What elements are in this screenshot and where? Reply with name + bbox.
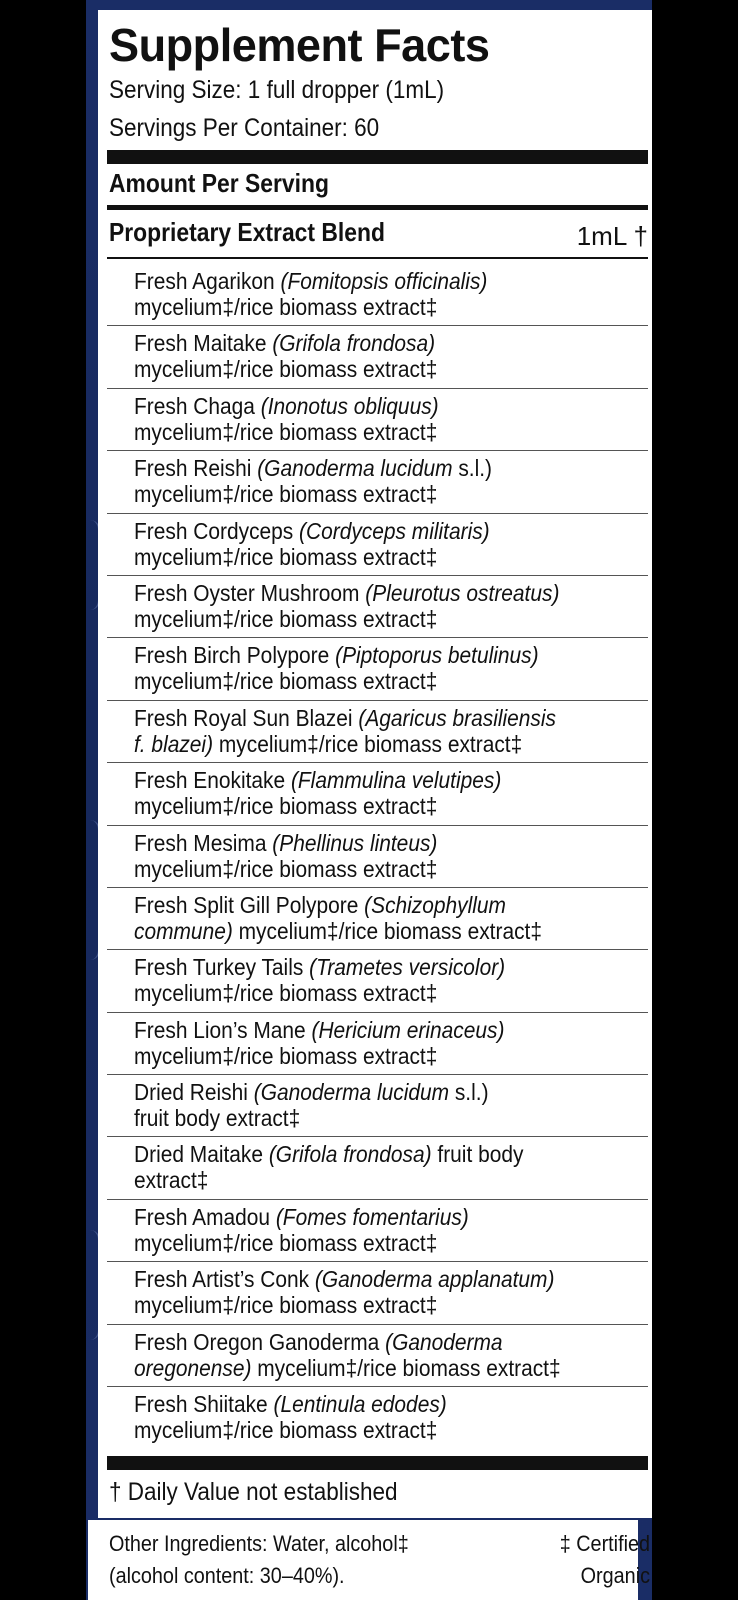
ingredient-text [134,576,650,632]
ingredient-scientific-name-cont: oregonense) [134,1354,252,1381]
ingredient-row [107,451,648,513]
ingredient-extract-type: mycelium‡/rice biomass extract‡ [134,481,438,508]
ingredient-scientific-name: (Ganoderma applanatum) [314,1266,555,1293]
ingredient-extract-type: fruit body extract‡ [134,1105,301,1132]
ingredient-scientific-name: (Grifola frondosa) [268,1141,432,1168]
blend-amount: 1mL † [576,221,648,251]
ingredient-extract-type: mycelium‡/rice biomass extract‡ [134,356,438,383]
ingredient-row [107,389,648,451]
ingredient-line-2 [134,731,650,757]
ingredient-scientific-name: (Flammulina velutipes) [290,767,502,794]
ingredient-scientific-name: (Lentinula edodes) [273,1391,447,1418]
thick-divider [107,150,648,164]
ingredient-row [107,1137,648,1199]
label-title: Supplement Facts [109,19,490,71]
blend-name: Proprietary Extract Blend [109,217,385,247]
other-ingredients-line-2: (alcohol content: 30–40%). [109,1563,345,1588]
ingredient-row [107,1013,648,1075]
ingredient-row [107,576,648,638]
other-ingredients [109,1528,487,1592]
ingredient-line-1 [134,892,506,918]
certified-line-2: Organic [580,1563,650,1588]
divider [107,205,648,210]
ingredient-scientific-name-cont: f. blazei) [134,730,214,757]
ingredient-text [134,514,650,570]
ingredient-text [134,763,650,819]
ingredient-row [107,1387,648,1449]
ingredient-list [107,264,648,1449]
ingredient-scientific-name: (Grifola frondosa) [272,330,436,357]
ingredient-name: Fresh Enokitake [134,767,291,794]
ingredient-name: Fresh Maitake [134,330,273,357]
other-ingredients-line-1: Other Ingredients: Water, alcohol‡ [109,1531,409,1556]
ingredient-line-1 [134,1266,554,1292]
ingredient-line-1 [134,580,559,606]
ingredient-qualifier: fruit body [431,1141,524,1168]
ingredient-line-2 [134,1043,650,1069]
ingredient-line-1 [134,268,487,294]
ingredient-text [134,638,650,694]
ingredient-line-1 [134,1141,523,1167]
daily-value-note: † Daily Value not established [109,1478,398,1506]
ingredient-text [134,1075,650,1131]
ingredient-line-1 [134,1204,469,1230]
ingredient-extract-type: extract‡ [134,1167,209,1194]
ingredient-extract-type: mycelium‡/rice biomass extract‡ [134,1292,438,1319]
ingredient-scientific-name-cont: commune) [134,917,233,944]
ingredient-name: Fresh Shiitake [134,1391,274,1418]
ingredient-line-2 [134,980,650,1006]
ingredient-scientific-name: (Ganoderma lucidum [253,1079,450,1106]
ingredient-name: Fresh Artist’s Conk [134,1266,315,1293]
ingredient-name: Dried Reishi [134,1079,254,1106]
ingredient-name: Dried Maitake [134,1141,269,1168]
ingredient-text [134,1013,650,1069]
ingredient-line-2 [134,793,650,819]
ingredient-qualifier: s.l.) [452,455,493,482]
amount-per-serving-heading: Amount Per Serving [109,168,329,198]
ingredient-line-2 [134,1230,650,1256]
ingredient-line-1 [134,1079,489,1105]
certified-organic-note [551,1528,650,1592]
ingredient-line-1 [134,1391,447,1417]
ingredient-name: Fresh Split Gill Polypore [134,891,365,918]
ingredient-line-2 [134,606,650,632]
ingredient-extract-type: mycelium‡/rice biomass extract‡ [213,730,523,757]
ingredient-extract-type: mycelium‡/rice biomass extract‡ [232,917,542,944]
ingredient-scientific-name: (Ganoderma [385,1328,503,1355]
ingredient-scientific-name: (Schizophyllum [364,891,506,918]
ingredient-text [134,326,650,382]
ingredient-line-1 [134,1017,504,1043]
ingredient-line-2 [134,481,650,507]
ingredient-extract-type: mycelium‡/rice biomass extract‡ [251,1354,561,1381]
ingredient-scientific-name: (Pleurotus ostreatus) [365,579,560,606]
ingredient-text [134,1262,650,1318]
certified-line-1: ‡ Certified [559,1531,650,1556]
ingredient-line-1 [134,830,437,856]
ingredient-name: Fresh Reishi [134,455,258,482]
ingredient-row [107,1262,648,1324]
ingredient-scientific-name: (Inonotus obliquus) [260,392,439,419]
ingredient-text [134,701,650,757]
ingredient-line-2 [134,356,650,382]
ingredient-line-1 [134,1329,503,1355]
thick-divider [107,1456,648,1470]
ingredient-row [107,888,648,950]
ingredient-line-1 [134,330,435,356]
ingredient-extract-type: mycelium‡/rice biomass extract‡ [134,418,438,445]
ingredient-name: Fresh Cordyceps [134,517,300,544]
ingredient-line-2 [134,918,650,944]
ingredient-name: Fresh Agarikon [134,268,281,294]
ingredient-scientific-name: (Phellinus linteus) [272,829,438,856]
ingredient-row [107,701,648,763]
ingredient-row [107,763,648,825]
ingredient-name: Fresh Lion’s Mane [134,1016,312,1043]
ingredient-row [107,264,648,326]
ingredient-line-2 [134,1417,650,1443]
ingredient-scientific-name: (Agaricus brasiliensis [358,704,556,731]
ingredient-line-2 [134,856,650,882]
ingredient-line-1 [134,455,492,481]
serving-size: Serving Size: 1 full dropper (1mL) [109,76,445,104]
ingredient-scientific-name: (Trametes versicolor) [309,954,506,981]
ingredient-extract-type: mycelium‡/rice biomass extract‡ [134,668,438,695]
ingredient-scientific-name: (Hericium erinaceus) [311,1016,505,1043]
ingredient-text [134,389,650,445]
ingredient-text [134,950,650,1006]
ingredient-line-1 [134,642,539,668]
ingredient-row [107,326,648,388]
ingredient-extract-type: mycelium‡/rice biomass extract‡ [134,543,438,570]
ingredient-line-2 [134,1355,650,1381]
ingredient-extract-type: mycelium‡/rice biomass extract‡ [134,1042,438,1069]
divider [107,257,648,259]
ingredient-name: Fresh Oyster Mushroom [134,579,366,606]
ingredient-line-1 [134,393,439,419]
ingredient-line-1 [134,954,505,980]
ingredient-text [134,826,650,882]
ingredient-line-1 [134,767,501,793]
ingredient-name: Fresh Turkey Tails [134,954,310,981]
ingredient-name: Fresh Mesima [134,829,273,856]
ingredient-line-2 [134,544,650,570]
ingredient-row [107,950,648,1012]
ingredient-name: Fresh Oregon Ganoderma [134,1328,386,1355]
ingredient-scientific-name: (Fomitopsis officinalis) [280,268,488,294]
ingredient-row [107,1325,648,1387]
ingredient-line-2 [134,419,650,445]
ingredient-row [107,1075,648,1137]
ingredient-text [134,888,650,944]
ingredient-extract-type: mycelium‡/rice biomass extract‡ [134,294,438,320]
ingredient-text [134,1200,650,1256]
ingredient-scientific-name: (Cordyceps militaris) [299,517,490,544]
ingredient-text [134,1387,650,1443]
servings-per-container: Servings Per Container: 60 [109,114,380,142]
ingredient-text [134,451,650,507]
ingredient-scientific-name: (Piptoporus betulinus) [335,642,539,669]
ingredient-extract-type: mycelium‡/rice biomass extract‡ [134,793,438,820]
ingredient-row [107,638,648,700]
ingredient-name: Fresh Amadou [134,1203,276,1230]
ingredient-text [134,264,650,320]
ingredient-line-1 [134,705,556,731]
ingredient-line-1 [134,518,490,544]
ingredient-extract-type: mycelium‡/rice biomass extract‡ [134,605,438,632]
ingredient-name: Fresh Chaga [134,392,261,419]
ingredient-line-2 [134,1105,650,1131]
ingredient-row [107,826,648,888]
ingredient-extract-type: mycelium‡/rice biomass extract‡ [134,1417,438,1444]
ingredient-name: Fresh Birch Polypore [134,642,336,669]
ingredient-qualifier: s.l.) [449,1079,489,1106]
ingredient-name: Fresh Royal Sun Blazei [134,704,359,731]
ingredient-row [107,1200,648,1262]
ingredient-scientific-name: (Fomes fomentarius) [275,1203,469,1230]
ingredient-text [134,1137,650,1193]
ingredient-extract-type: mycelium‡/rice biomass extract‡ [134,855,438,882]
ingredient-scientific-name: (Ganoderma lucidum [257,455,453,482]
ingredient-line-2 [134,1167,650,1193]
ingredient-extract-type: mycelium‡/rice biomass extract‡ [134,1229,438,1256]
ingredient-row [107,514,648,576]
ingredient-line-2 [134,668,650,694]
ingredient-line-2 [134,1292,650,1318]
ingredient-text [134,1325,650,1381]
ingredient-line-2 [134,294,650,320]
ingredient-extract-type: mycelium‡/rice biomass extract‡ [134,980,438,1007]
